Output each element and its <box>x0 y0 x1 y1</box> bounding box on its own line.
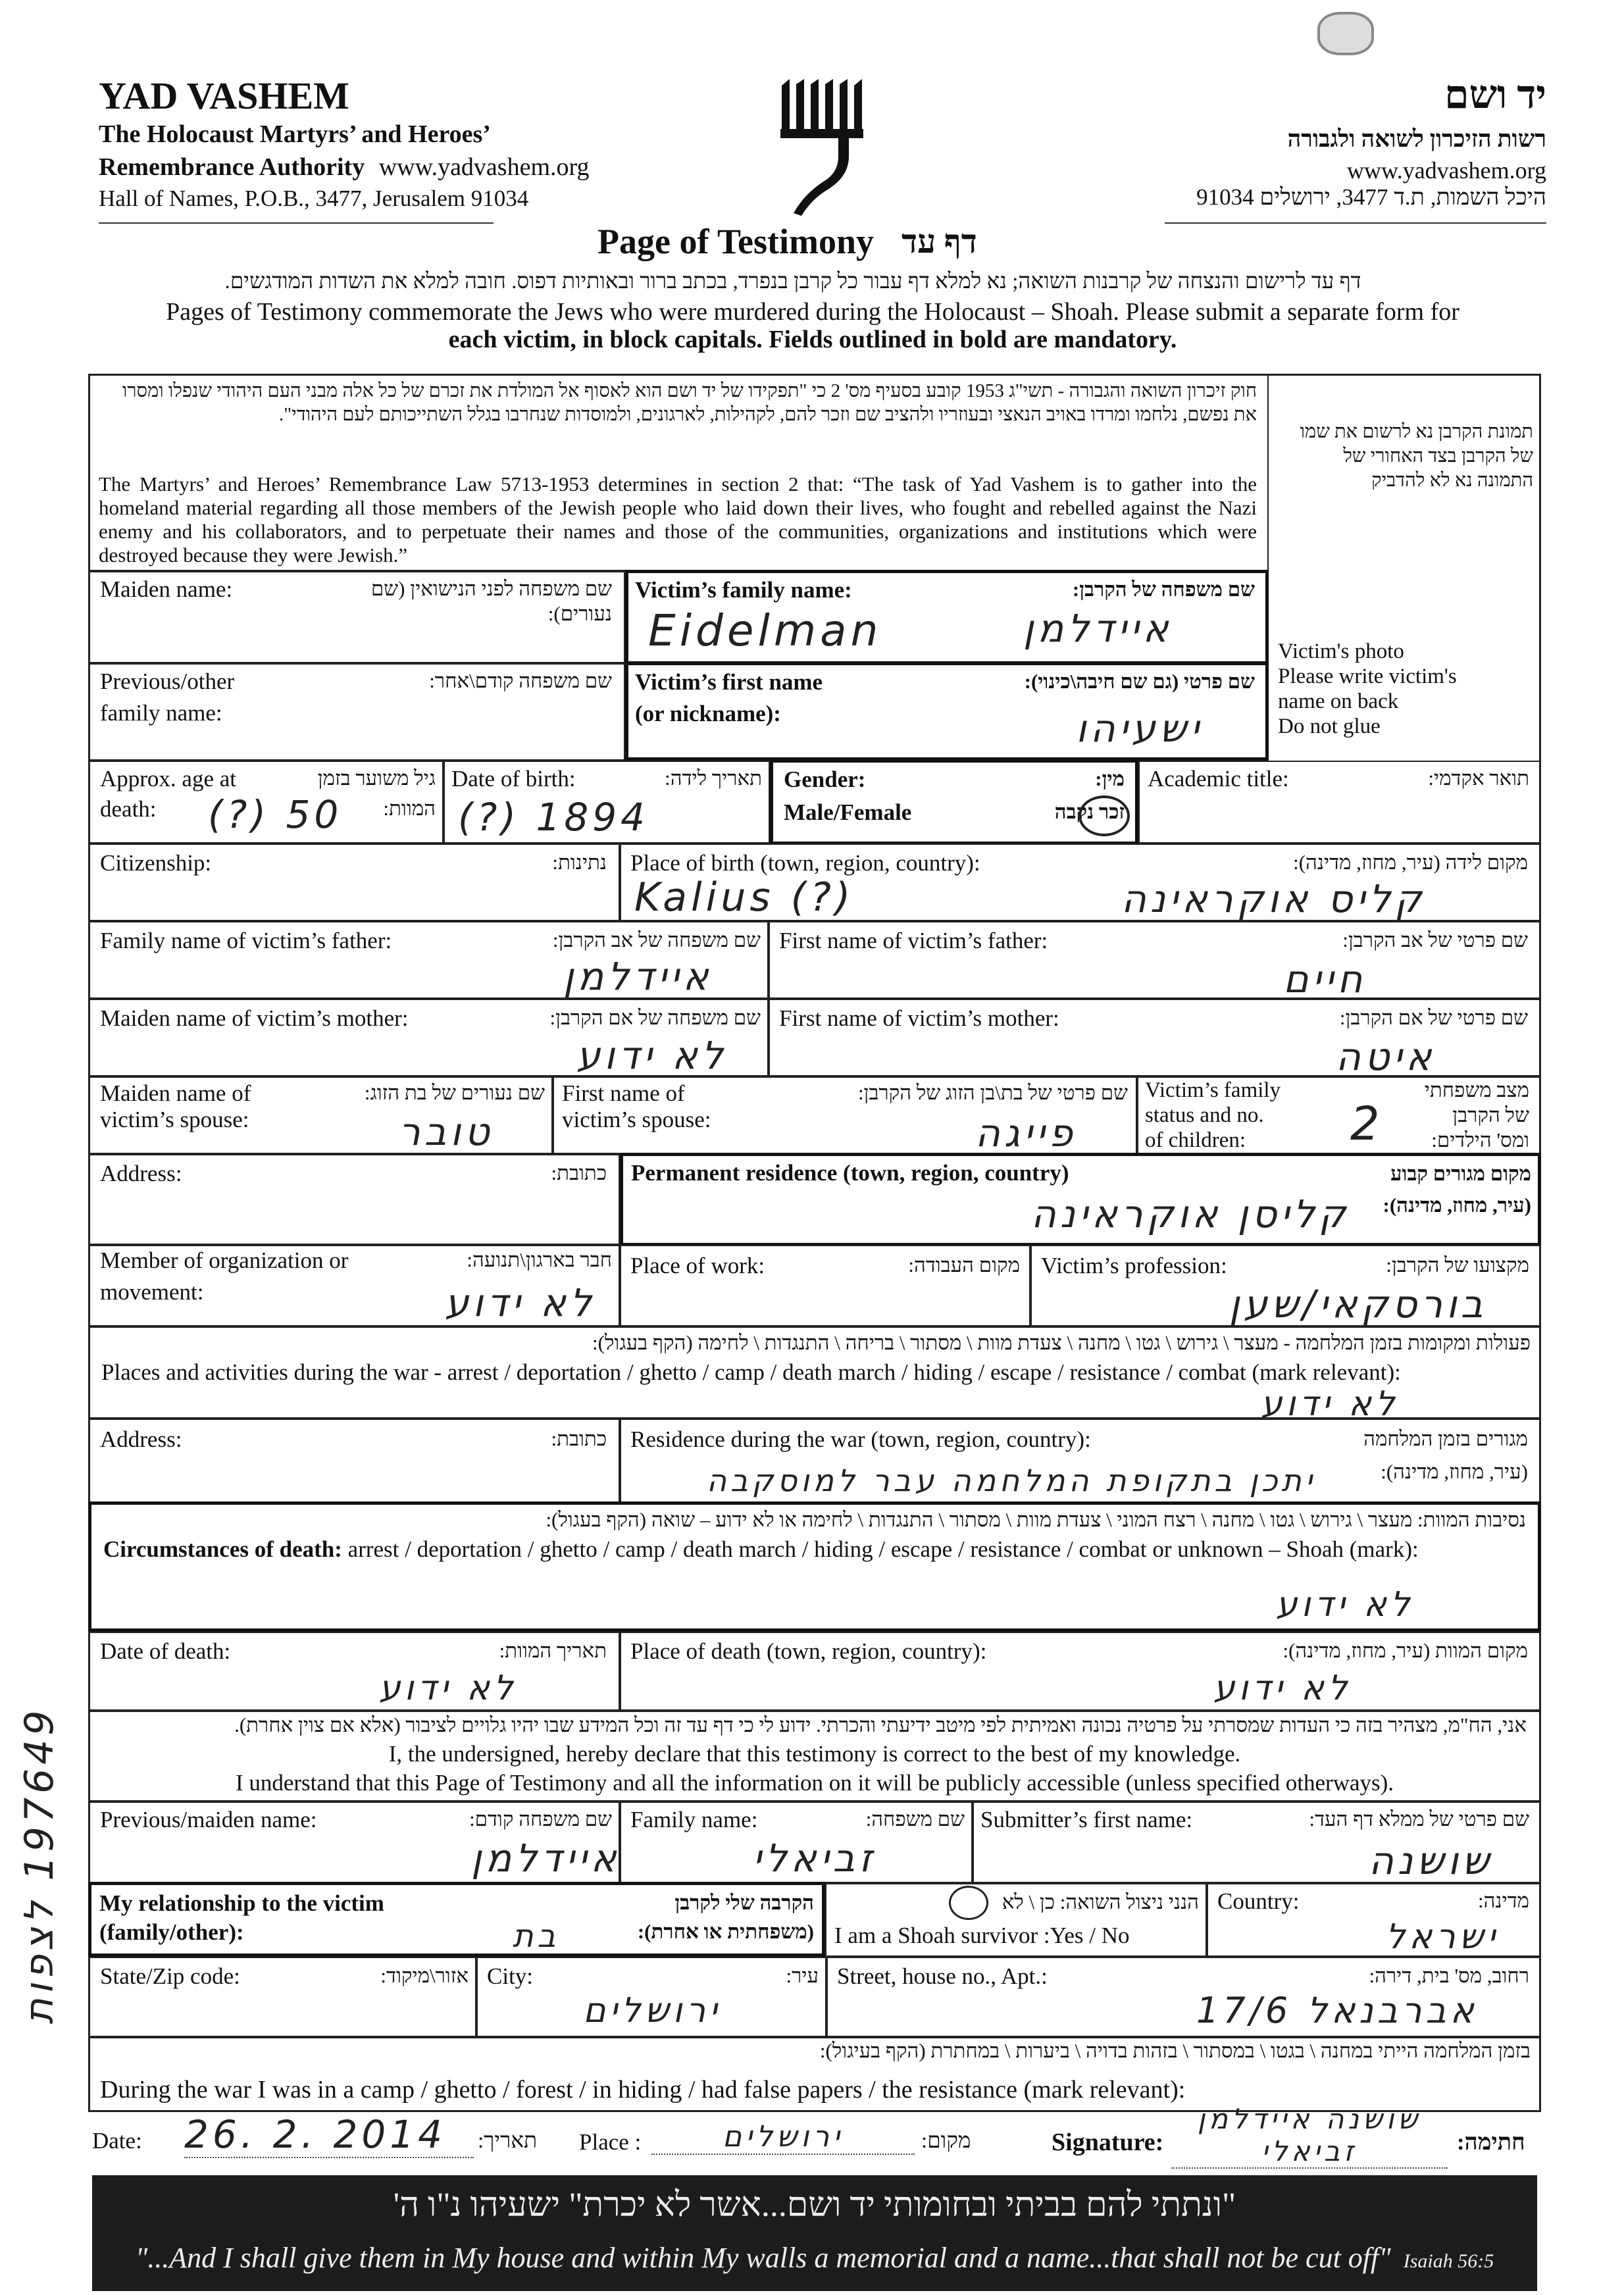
spouse-first-label-2: victim’s spouse: <box>562 1107 711 1132</box>
spouse-maiden-label-1: Maiden name of <box>100 1080 251 1106</box>
submitter-family-name-label-he: שם משפחה: <box>865 1807 965 1830</box>
survivor-label-he: הנני ניצול השואה: כן \ לא <box>1002 1890 1199 1913</box>
gender-label-2: Male/Female <box>784 799 912 825</box>
relationship-field[interactable] <box>88 1882 825 1957</box>
war-activities-label-he: פעולות ומקומות בזמן המלחמה - מעצר \ גירוש \ גטו \ מחנה \ צעדת מוות \ מסתור \ בריחה \ התנגדות \ לחימה (הקף בעגול): <box>592 1331 1531 1354</box>
circumstances-label-he: נסיבות המוות: מעצר \ גירוש \ גטו \ מחנה \ רצח המוני \ צעדת מוות \ מסתור \ התנגדות \ לחימה או לא ידוע – שואה (הקף בעגול): <box>546 1508 1526 1531</box>
place-label: Place : <box>579 2129 642 2155</box>
father-family-name-label-he: שם משפחה של אב הקרבן: <box>552 928 761 951</box>
father-first-name-value: חיים <box>1283 957 1367 1001</box>
country-label-he: מדינה: <box>1478 1889 1529 1912</box>
city-label: City: <box>487 1963 534 1989</box>
zip-code-field[interactable] <box>88 1957 476 2037</box>
citizenship-field[interactable] <box>88 844 620 921</box>
age-label-2: death: <box>100 796 157 822</box>
footer-banner <box>92 2175 1537 2291</box>
country-label: Country: <box>1217 1888 1300 1914</box>
father-family-name-value: איידלמן <box>563 954 713 999</box>
place-of-death-value: לא ידוע <box>1213 1669 1352 1708</box>
banner-quote-en: "...And I shall give them in My house and within My walls a memorial and a name...that shall not be cut off" <box>135 2242 1391 2274</box>
law-text-he: חוק זיכרון השואה והגבורה - תשי"ג 1953 קובע בסעיף מס' 2 כי "תפקידו של יד ושם הוא לאסוף אל המולדת את זכרם של כל אלה מבני העם היהודי שנפלו ומסרו את נפשם, נלחמו ומרדו באויב הנאצי ובעוזריו ולהציב שם וזכר להם, לקהילות, לארגונים, ולמוסדות שנחרבו בגלל השתייכותם לעם היהודי". <box>122 380 1257 425</box>
banner-quote-ref: Isaiah 56:5 <box>1403 2250 1494 2272</box>
banner-quote-en-row <box>92 2241 1537 2275</box>
family-status-label-1: Victim’s family <box>1145 1078 1281 1102</box>
maiden-name-label: Maiden name: <box>100 576 233 602</box>
org-line3-en: Remembrance Authority <box>99 153 365 181</box>
age-at-death-field[interactable] <box>88 761 444 844</box>
declaration-en-2: I understand that this Page of Testimony and all the information on it will be publicly accessible (unless specified otherways). <box>235 1770 1394 1796</box>
family-status-field[interactable] <box>1137 1076 1541 1154</box>
instructions-en-1: Pages of Testimony commemorate the Jews who were murdered during the Holocaust – Shoah. Please submit a separate form for <box>166 298 1459 326</box>
war-location-label: During the war I was in a camp / ghetto / forest / in hiding / had false papers / the resistance (mark relevant): <box>100 2076 1186 2104</box>
father-first-name-label: First name of victim’s father: <box>779 928 1048 953</box>
spouse-maiden-name-field[interactable] <box>88 1076 553 1154</box>
margin-note: 197649 לצפות <box>16 1706 63 2025</box>
submitter-family-name-value: זביאלי <box>753 1836 876 1880</box>
spouse-maiden-value: טובר <box>399 1109 494 1154</box>
prev-family-name-label-1: Previous/other <box>100 668 235 694</box>
submitter-first-name-label: Submitter’s first name: <box>980 1807 1193 1832</box>
father-first-name-label-he: שם פרטי של אב הקרבן: <box>1342 928 1528 951</box>
date-of-birth-field[interactable] <box>444 761 770 844</box>
photo-drop-area[interactable] <box>1269 571 1541 757</box>
website-en: www.yadvashem.org <box>378 153 590 181</box>
relationship-label-1: My relationship to the victim <box>99 1890 384 1916</box>
submitter-prev-name-field[interactable] <box>88 1802 620 1883</box>
mother-first-name-label: First name of victim’s mother: <box>779 1005 1059 1031</box>
address-label-he: כתובת: <box>551 1161 607 1184</box>
submitter-prev-name-value: איידלמן <box>471 1836 621 1880</box>
spouse-maiden-label-he: שם נעורים של בת הזוג: <box>364 1081 545 1104</box>
war-address-label-he: כתובת: <box>551 1427 607 1450</box>
circumstances-of-death-field[interactable] <box>88 1501 1541 1632</box>
relationship-label-he-1: הקרבה שלי לקרבן <box>674 1891 814 1914</box>
address-field[interactable] <box>88 1154 620 1245</box>
circumstances-label: arrest / deportation / ghetto / camp / death march / hiding / escape / resistance / combat or unknown – Shoah (mark): <box>342 1536 1419 1562</box>
place-of-work-field[interactable] <box>620 1245 1030 1326</box>
place-of-birth-value-latin: Kalius (?) <box>634 874 855 921</box>
war-residence-label-he-2: (עיר, מחוז, מדינה): <box>1381 1460 1528 1483</box>
header-rule-left <box>99 222 494 224</box>
form-title-he: דף עד <box>901 223 977 260</box>
survivor-label: I am a Shoah survivor :Yes / No <box>834 1923 1130 1948</box>
yad-vashem-logo <box>775 78 867 222</box>
country-field[interactable] <box>1207 1883 1541 1957</box>
instructions-en-2: each victim, in block capitals. Fields outlined in bold are mandatory. <box>448 326 1177 353</box>
photo-label-en-2: Please write victim's <box>1278 665 1457 688</box>
address-label: Address: <box>100 1161 182 1186</box>
zip-code-label: State/Zip code: <box>100 1963 240 1989</box>
org-name-he: יד ושם <box>1444 73 1546 116</box>
war-activities-value: לא ידוע <box>1261 1384 1399 1424</box>
citizenship-label-he: נתינות: <box>552 851 607 874</box>
mother-maiden-name-field[interactable] <box>88 999 769 1076</box>
signature-label-he: חתימה: <box>1457 2129 1525 2155</box>
academic-title-field[interactable] <box>1138 761 1541 844</box>
street-value: אברבנאל 17/6 <box>1196 1990 1478 2031</box>
gender-male-circle[interactable] <box>1078 795 1130 836</box>
victim-family-name-value-latin: Eidelman <box>648 605 882 656</box>
gender-label-he-1: מין: <box>1095 767 1125 790</box>
city-field[interactable] <box>476 1957 826 2037</box>
organization-label-2: movement: <box>100 1279 204 1305</box>
header-rule-right <box>1165 222 1546 224</box>
permanent-residence-value: קליסן אוקראינה <box>1031 1192 1350 1236</box>
submitter-first-name-label-he: שם פרטי של ממלא דף העד: <box>1309 1807 1529 1830</box>
family-status-label-3: of children: <box>1145 1128 1246 1152</box>
circumstances-label-row <box>103 1536 1419 1563</box>
submitter-family-name-field[interactable] <box>620 1802 973 1883</box>
city-label-he: עיר: <box>786 1964 819 1987</box>
law-text-en: The Martyrs’ and Heroes’ Remembrance Law 5713-1953 determines in section 2 that: “The task of Yad Vashem is to gather into the homeland material regarding all those members of the Jewish people who laid down their lives, who fought and rebelled against the Nazi enemy and his collaborators, and to perpetuate their names and those of the communities, organizations and institutions which were destroyed because they were Jewish.” <box>99 472 1257 567</box>
war-residence-label: Residence during the war (town, region, country): <box>630 1426 1091 1452</box>
circumstances-value: לא ידוע <box>1276 1585 1414 1625</box>
victim-family-name-label-he: שם משפחה של הקרבן: <box>1072 578 1255 601</box>
address-en: Hall of Names, P.O.B., 3477, Jerusalem 91034 <box>99 186 529 211</box>
gender-label-1: Gender: <box>784 767 866 792</box>
war-residence-field[interactable] <box>620 1419 1541 1503</box>
place-value[interactable]: ירושלים <box>651 2120 915 2155</box>
prev-family-name-field[interactable] <box>88 663 625 761</box>
war-address-label: Address: <box>100 1426 182 1452</box>
citizenship-label: Citizenship: <box>100 850 212 876</box>
dob-value: (?) 1894 <box>458 795 649 840</box>
instructions-he: דף עד לרישום והנצחה של קרבנות השואה; נא למלא דף עבור כל קרבן בנפרד, בכתב ברור ובאותיות דפוס. חובה למלא את השדות המודגשים. <box>224 270 1361 293</box>
academic-title-label-he: תואר אקדמי: <box>1428 767 1529 790</box>
family-status-value: 2 <box>1350 1097 1384 1151</box>
mother-maiden-name-label: Maiden name of victim’s mother: <box>100 1005 409 1031</box>
date-label-he: תאריך: <box>478 2129 538 2153</box>
mother-maiden-name-value: לא ידוע <box>576 1033 727 1078</box>
place-of-work-label: Place of work: <box>630 1253 765 1278</box>
paper-stain <box>1317 12 1374 55</box>
war-location-label-he: בזמן המלחמה הייתי במחנה \ בגטו \ במסתור \ בזהות בדויה \ ביערות \ במחתרת (הקף בעיגול): <box>819 2039 1531 2062</box>
place-of-death-field[interactable] <box>620 1632 1541 1711</box>
victim-first-name-label-he: שם פרטי (גם שם חיבה\כינוי): <box>1024 670 1255 693</box>
date-of-death-label-he: תאריך המוות: <box>499 1639 607 1662</box>
survivor-field[interactable] <box>825 1883 1207 1957</box>
organization-label-he: חבר בארגון\תנועה: <box>467 1248 612 1271</box>
profession-value: בורסקאי/שען <box>1229 1282 1487 1326</box>
victim-first-name-label-1: Victim’s first name <box>635 669 823 695</box>
photo-label-en-4: Do not glue <box>1278 715 1381 738</box>
mother-first-name-field[interactable] <box>769 999 1541 1079</box>
place-of-birth-label-he: מקום לידה (עיר, מחוז, מדינה): <box>1293 851 1528 874</box>
street-label: Street, house no., Apt.: <box>837 1963 1048 1989</box>
victim-family-name-field[interactable] <box>625 570 1269 665</box>
org-line2-en: The Holocaust Martyrs’ and Heroes’ <box>99 120 491 148</box>
street-label-he: רחוב, מס' בית, דירה: <box>1369 1964 1529 1987</box>
maiden-name-label-he: שם משפחה לפני הנישואין (שם נעורים): <box>370 577 612 625</box>
permanent-residence-label: Permanent residence (town, region, country) <box>631 1160 1069 1186</box>
father-first-name-field[interactable] <box>769 921 1541 999</box>
gender-field[interactable] <box>770 759 1138 845</box>
victim-first-name-value: ישעיהו <box>1076 706 1204 751</box>
war-residence-label-he-1: מגורים בזמן המלחמה <box>1363 1427 1528 1450</box>
age-label-1: Approx. age at <box>100 766 237 792</box>
profession-field[interactable] <box>1030 1245 1541 1326</box>
submitter-first-name-value: שושנה <box>1369 1838 1494 1883</box>
relationship-label-he-2: (משפחתית או אחרת): <box>637 1920 814 1943</box>
age-label-he-2: המוות: <box>383 797 436 820</box>
photo-label-en-1: Victim's photo <box>1278 640 1404 663</box>
permanent-residence-label-he-1: מקום מגורים קבוע <box>1390 1162 1531 1185</box>
family-status-label-he-2: של הקרבן <box>1452 1103 1529 1126</box>
zip-code-label-he: אזור\מיקוד: <box>380 1964 469 1987</box>
form-title-en: Page of Testimony <box>597 222 875 261</box>
spouse-first-value: פייגה <box>975 1111 1077 1155</box>
permanent-residence-field[interactable] <box>620 1153 1541 1246</box>
spouse-first-name-field[interactable] <box>553 1076 1137 1154</box>
family-status-label-he-1: מצב משפחתי <box>1424 1078 1529 1101</box>
submitter-first-name-field[interactable] <box>973 1802 1541 1883</box>
date-of-death-value: לא ידוע <box>379 1669 517 1708</box>
mother-first-name-value: איטה <box>1336 1034 1436 1079</box>
permanent-residence-label-he-2: (עיר, מחוז, מדינה): <box>1383 1194 1531 1217</box>
victim-family-name-label: Victim’s family name: <box>635 577 852 603</box>
signature-value[interactable]: שושנה איידלמן זביאלי <box>1171 2103 1448 2169</box>
organization-label-1: Member of organization or <box>100 1248 349 1273</box>
address-he: היכל השמות, ת.ד 3477, ירושלים 91034 <box>1196 184 1546 210</box>
dob-label: Date of birth: <box>451 766 576 792</box>
organization-field[interactable] <box>88 1245 620 1326</box>
date-of-death-label: Date of death: <box>100 1638 231 1664</box>
place-of-death-label: Place of death (town, region, country): <box>630 1638 987 1664</box>
war-activities-label: Places and activities during the war - arrest / deportation / ghetto / camp / death march / hiding / escape / resistance / combat (mark relevant): <box>101 1359 1401 1385</box>
war-activities-field[interactable] <box>88 1326 1541 1424</box>
war-residence-value: יתכן בתקופת המלחמה עבר למוסקבה <box>707 1463 1317 1498</box>
survivor-no-circle[interactable] <box>949 1886 988 1920</box>
circumstances-label-bold: Circumstances of death: <box>103 1536 342 1562</box>
victim-first-name-label-2: (or nickname): <box>635 701 781 726</box>
submitter-prev-name-label-he: שם משפחה קודם: <box>469 1807 612 1830</box>
spouse-maiden-label-2: victim’s spouse: <box>100 1107 249 1132</box>
academic-title-label: Academic title: <box>1148 766 1289 792</box>
profession-label: Victim’s profession: <box>1041 1253 1227 1278</box>
org-line3-en-row <box>99 153 589 182</box>
declaration-he: אני, הח"מ, מצהיר בזה כי העדות שמסרתי על פרטיה נכונה ואמיתית לפי מיטב ידיעתי והכרתי. ידוע לי כי דף עד זה וכל המידע שבו יהיו גלויים לציבור (אלא אם צוין אחרת). <box>234 1713 1527 1736</box>
city-value: ירושלים <box>583 1991 721 2030</box>
photo-label-he: תמונת הקרבן נא לרשום את שמו של הקרבן בצד האחורי של התמונה נא לא להדביק <box>1300 421 1533 491</box>
place-of-death-label-he: מקום המוות (עיר, מחוז, מדינה): <box>1282 1639 1528 1662</box>
father-family-name-field[interactable] <box>88 921 769 999</box>
date-label: Date: <box>92 2128 142 2154</box>
submitter-prev-name-label: Previous/maiden name: <box>100 1807 317 1832</box>
dob-label-he: תאריך לידה: <box>665 767 762 790</box>
org-name-en: YAD VASHEM <box>99 74 349 117</box>
victim-first-name-field[interactable] <box>625 662 1269 761</box>
country-value: ישראל <box>1386 1917 1500 1957</box>
age-label-he-1: גיל משוער בזמן <box>317 767 436 790</box>
mother-maiden-name-label-he: שם משפחה של אם הקרבן: <box>549 1006 761 1029</box>
submitter-family-name-label: Family name: <box>630 1807 758 1832</box>
place-of-work-label-he: מקום העבודה: <box>908 1253 1020 1276</box>
war-location-field[interactable] <box>88 2037 1541 2112</box>
prev-family-name-label-2: family name: <box>100 700 222 726</box>
date-of-death-field[interactable] <box>88 1632 620 1711</box>
website-he: www.yadvashem.org <box>1347 157 1546 184</box>
prev-family-name-label-he: שם משפחה קודם\אחר: <box>429 669 612 692</box>
place-of-birth-field[interactable] <box>620 844 1541 921</box>
age-value: (?) 50 <box>208 792 343 837</box>
profession-label-he: מקצועו של הקרבן: <box>1386 1253 1529 1276</box>
place-label-he: מקום: <box>921 2129 971 2153</box>
father-family-name-label: Family name of victim’s father: <box>100 928 392 953</box>
banner-quote-he: "ונתתי להם בביתי ובחומותי יד ושם...אשר לא יכרת" ישעיהו נ"ו ה' <box>393 2186 1236 2224</box>
declaration-en-1: I, the undersigned, hereby declare that this testimony is correct to the best of my knowledge. <box>388 1741 1241 1767</box>
relationship-label-2: (family/other): <box>99 1919 244 1945</box>
family-status-label-he-3: ומס' הילדים: <box>1431 1128 1529 1151</box>
org-line2-he: רשות הזיכרון לשואה ולגבורה <box>1287 126 1546 152</box>
photo-label-en-3: name on back <box>1278 690 1399 713</box>
place-of-birth-label: Place of birth (town, region, country): <box>630 850 980 876</box>
mother-first-name-label-he: שם פרטי של אם הקרבן: <box>1339 1006 1528 1029</box>
organization-value: לא ידוע <box>445 1280 596 1325</box>
relationship-value: בת <box>513 1918 560 1955</box>
family-status-label-2: status and no. <box>1145 1103 1264 1127</box>
war-address-field[interactable] <box>88 1419 620 1503</box>
date-value[interactable]: 26. 2. 2014 <box>184 2112 474 2158</box>
spouse-first-label-1: First name of <box>562 1080 685 1106</box>
place-of-birth-value-he: קליס אוקראינה <box>1121 876 1426 921</box>
spouse-first-label-he: שם פרטי של בת\בן הזוג של הקרבן: <box>857 1081 1128 1104</box>
street-field[interactable] <box>826 1957 1541 2037</box>
victim-family-name-value-he: איידלמן <box>1023 606 1173 651</box>
gender-label-he-2: זכר נקבה <box>1054 800 1125 823</box>
maiden-name-field[interactable] <box>88 571 625 663</box>
signature-label: Signature: <box>1052 2129 1164 2156</box>
